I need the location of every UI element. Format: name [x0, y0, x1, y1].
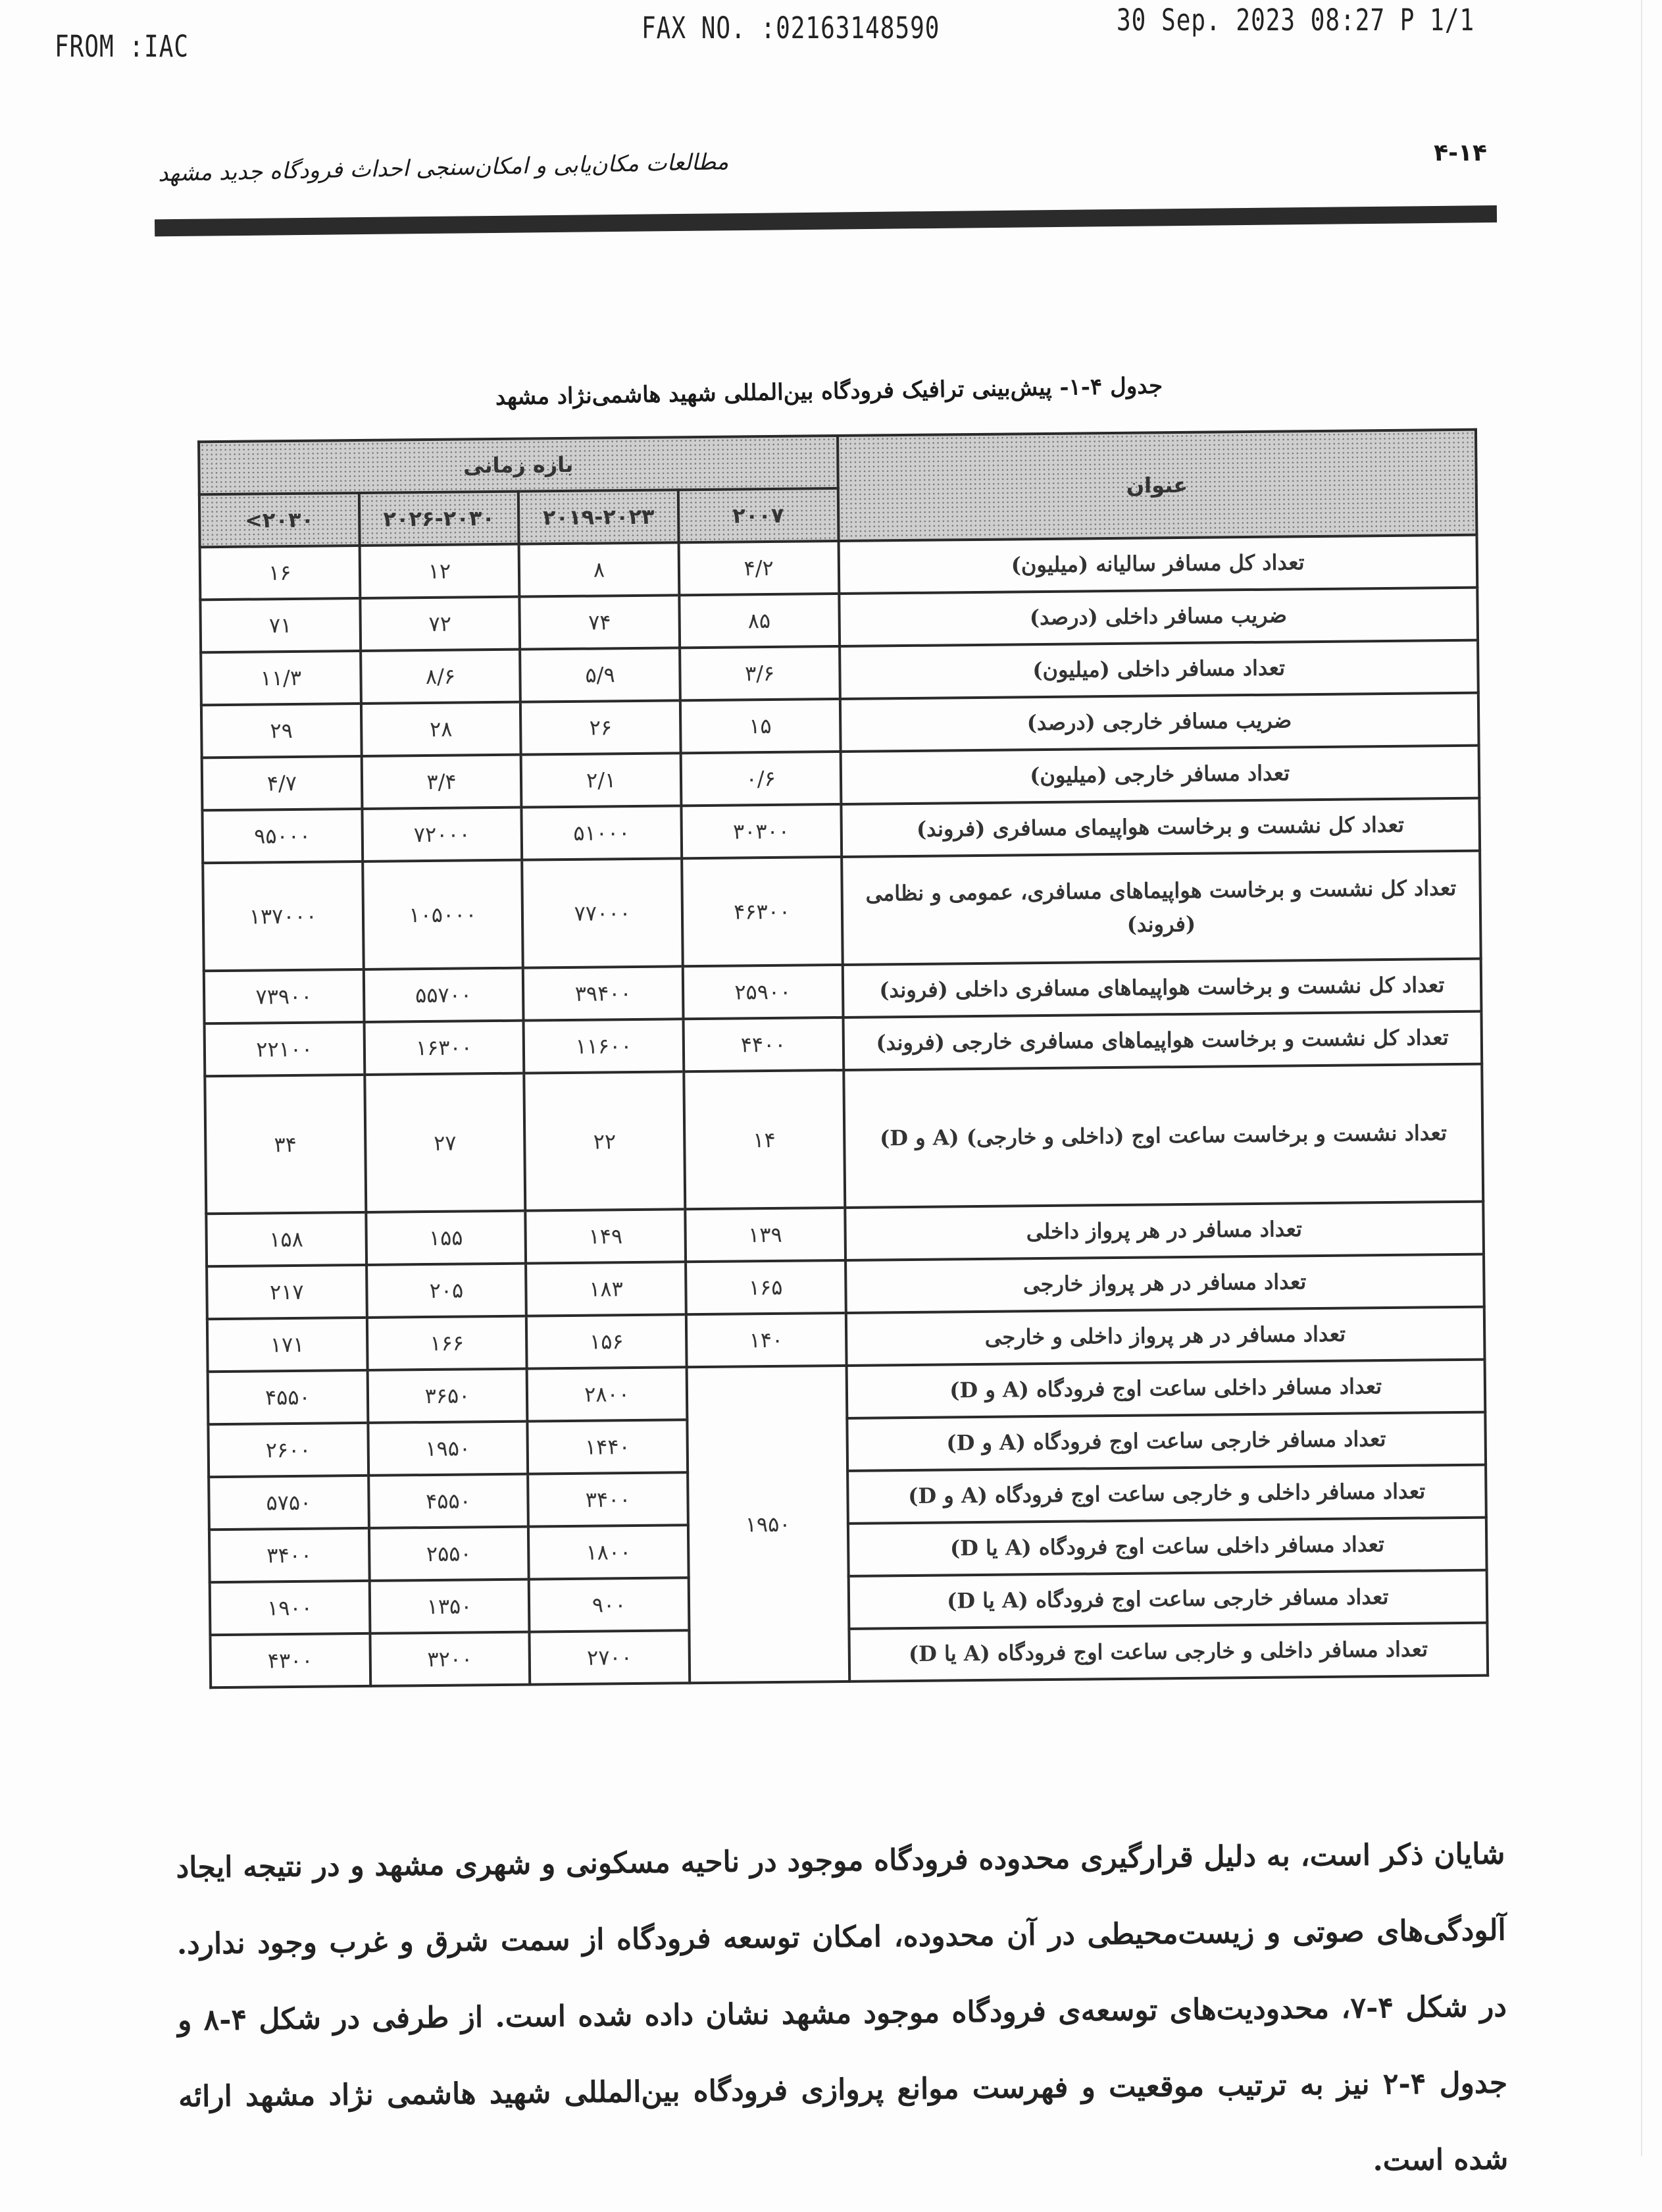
value-cell: ۱۰۵۰۰۰ — [363, 860, 523, 969]
fax-from: FROM :IAC — [55, 30, 189, 64]
value-cell: ۷۴ — [520, 595, 680, 649]
value-cell: ۱۹۰۰ — [210, 1581, 370, 1635]
row-label: ضریب مسافر داخلی (درصد) — [839, 588, 1478, 646]
header-rule — [155, 205, 1497, 236]
value-cell: ۸۵ — [679, 594, 839, 648]
value-cell: ۱۴۴۰ — [528, 1420, 688, 1474]
value-cell: ۴۵۵۰ — [208, 1370, 368, 1424]
column-header: ۲۰۰۷ — [678, 488, 838, 542]
value-cell: ۱۸۰۰ — [528, 1525, 688, 1579]
row-label: تعداد مسافر خارجی ساعت اوج فرودگاه (A یا D) — [848, 1570, 1487, 1629]
value-cell: ۲۰۵ — [366, 1264, 526, 1318]
table-caption: جدول ۴-۱- پیش‌بینی ترافیک فرودگاه بین‌المللی شهید هاشمی‌نژاد مشهد — [495, 373, 1163, 411]
column-header: ۲۰۱۹-۲۰۲۳ — [518, 490, 678, 544]
value-cell: ۷۷۰۰۰ — [522, 858, 682, 967]
row-label: تعداد مسافر در هر پرواز داخلی و خارجی — [845, 1307, 1484, 1366]
value-cell: ۱۷۱ — [207, 1318, 367, 1372]
value-cell: ۹۵۰۰۰ — [202, 809, 362, 863]
row-label: تعداد مسافر خارجی (میلیون) — [840, 746, 1479, 804]
table-row — [205, 1064, 1483, 1214]
value-cell: ۲۵۵۰ — [369, 1527, 529, 1581]
value-cell: ۳۰۳۰۰ — [681, 804, 841, 858]
value-cell: ۳/۶ — [680, 646, 840, 700]
value-cell: ۱۸۳ — [526, 1262, 686, 1316]
value-cell: ۲۷۰۰ — [530, 1630, 690, 1684]
value-cell: ۱۶۶ — [367, 1316, 527, 1370]
value-cell: ۱۶۳۰۰ — [364, 1021, 524, 1075]
row-label: تعداد مسافر داخلی (میلیون) — [840, 640, 1478, 699]
value-cell: ۲۱۷ — [207, 1265, 366, 1319]
traffic-forecast-table — [197, 428, 1489, 1689]
row-label: ضریب مسافر خارجی (درصد) — [840, 693, 1478, 752]
value-cell: ۲/۱ — [521, 753, 681, 807]
value-cell: ۳۴۰۰ — [528, 1472, 688, 1526]
fax-number: FAX NO. :02163148590 — [642, 12, 940, 46]
value-cell: ۳۲۰۰ — [370, 1632, 530, 1686]
title-header: عنوان — [838, 430, 1477, 541]
value-cell: ۲۲۱۰۰ — [205, 1022, 365, 1076]
value-cell: ۵۵۷۰۰ — [363, 968, 523, 1022]
body-paragraph: شایان ذکر است، به دلیل قرارگیری محدوده فرودگاه موجود در ناحیه مسکونی و شهری مشهد و در نتیجه ایجاد آلودگی‌های صوتی و زیست‌محیطی در آن محدوده، امکان توسعه فرودگاه از سمت شرق و غرب وجود ندارد. در شکل ۴-۷، محدودیت‌های توسعه‌ی فرودگاه موجود مشهد نشان داده شده است. از طرفی در شکل ۴-۸ و جدول ۴-۲ نیز به ترتیب موقعیت و فهرست موانع پروازی فرودگاه بین‌المللی شهید هاشمی نژاد مشهد ارائه شده است. — [176, 1837, 1509, 2178]
value-cell: ۸ — [519, 542, 679, 596]
value-cell: ۱۳۹ — [685, 1208, 845, 1262]
value-cell: ۲۶۰۰ — [208, 1423, 368, 1477]
value-cell: ۲۹ — [201, 704, 361, 758]
fax-date: 30 Sep. 2023 08:27 P 1/1 — [1117, 4, 1475, 38]
value-cell: ۰/۶ — [681, 752, 841, 806]
value-cell: ۹۰۰ — [529, 1578, 689, 1632]
row-label: تعداد کل نشست و برخاست هواپیماهای مسافری خارجی (فروند) — [843, 1012, 1482, 1070]
value-cell: ۱۱۶۰۰ — [524, 1019, 684, 1073]
column-header: ۲۰۳۰> — [199, 493, 359, 547]
value-cell: ۲۲ — [524, 1071, 686, 1210]
value-cell: ۱۳۵۰ — [369, 1580, 529, 1633]
value-cell: ۳۴۰۰ — [209, 1528, 369, 1582]
value-cell: ۲۷ — [365, 1073, 526, 1212]
value-cell: ۱۵۸ — [206, 1212, 366, 1266]
value-cell: ۷۱ — [200, 598, 360, 652]
row-label: تعداد مسافر داخلی و خارجی ساعت اوج فرودگاه (A یا D) — [849, 1623, 1488, 1682]
value-cell: ۷۲۰۰۰ — [362, 808, 522, 862]
value-cell: ۴۴۰۰ — [683, 1017, 843, 1071]
value-cell: ۵/۹ — [520, 648, 680, 702]
value-cell: ۲۸ — [361, 702, 521, 756]
merged-cell-2007: ۱۹۵۰ — [687, 1366, 849, 1683]
value-cell: ۳/۴ — [361, 755, 521, 809]
value-cell: ۳۴ — [205, 1075, 366, 1214]
value-cell: ۴۶۳۰۰ — [682, 857, 842, 966]
row-label: تعداد کل نشست و برخاست هواپیماهای مسافری، عمومی و نظامی (فروند) — [842, 851, 1481, 965]
period-header: بازه زمانی — [199, 436, 838, 494]
value-cell: ۱۵۵ — [366, 1211, 526, 1265]
row-label: تعداد مسافر داخلی ساعت اوج فرودگاه (A یا D) — [847, 1518, 1486, 1576]
value-cell: ۳۹۴۰۰ — [523, 966, 683, 1020]
row-label: تعداد مسافر داخلی و خارجی ساعت اوج فرودگاه (A و D) — [847, 1465, 1486, 1524]
row-label: تعداد نشست و برخاست ساعت اوج (داخلی و خارجی) (A و D) — [844, 1064, 1483, 1208]
value-cell: ۱۶۵ — [686, 1260, 845, 1314]
value-cell: ۲۸۰۰ — [527, 1367, 687, 1421]
value-cell: ۴/۷ — [202, 756, 362, 810]
value-cell: ۱۵۶ — [526, 1314, 686, 1368]
value-cell: ۱۵ — [680, 699, 840, 753]
row-label: تعداد کل نشست و برخاست هواپیماهای مسافری داخلی (فروند) — [842, 959, 1481, 1017]
value-cell: ۱۴۰ — [686, 1313, 846, 1367]
column-header: ۲۰۲۶-۲۰۳۰ — [359, 492, 519, 546]
value-cell: ۳۶۵۰ — [367, 1369, 527, 1423]
running-head: مطالعات مکان‌یابی و امکان‌سنجی احداث فرودگاه جدید مشهد — [157, 148, 729, 188]
row-label: تعداد مسافر در هر پرواز داخلی — [845, 1202, 1484, 1260]
page-number: ۴-۱۴ — [1434, 140, 1487, 167]
value-cell: ۱۱/۳ — [201, 651, 361, 705]
value-cell: ۴۳۰۰ — [210, 1633, 370, 1687]
row-label: تعداد مسافر در هر پرواز خارجی — [845, 1254, 1484, 1313]
value-cell: ۲۵۹۰۰ — [683, 965, 843, 1019]
value-cell: ۱۶ — [200, 546, 360, 600]
value-cell: ۷۲ — [360, 597, 520, 651]
value-cell: ۱۲ — [359, 544, 519, 598]
value-cell: ۴۵۵۰ — [368, 1474, 528, 1528]
value-cell: ۸/۶ — [361, 650, 520, 704]
row-label: تعداد کل نشست و برخاست هواپیمای مسافری (فروند) — [841, 798, 1480, 857]
value-cell: ۱۹۵۰ — [368, 1422, 528, 1476]
value-cell: ۵۷۵۰ — [209, 1476, 368, 1530]
value-cell: ۱۴ — [684, 1070, 845, 1209]
value-cell: ۱۳۷۰۰۰ — [203, 862, 363, 971]
page-edge — [1641, 0, 1642, 2156]
value-cell: ۷۳۹۰۰ — [204, 969, 364, 1023]
row-label: تعداد مسافر خارجی ساعت اوج فرودگاه (A و D) — [847, 1412, 1486, 1471]
value-cell: ۲۶ — [520, 700, 680, 754]
value-cell: ۵۱۰۰۰ — [522, 806, 682, 860]
row-label: تعداد مسافر داخلی ساعت اوج فرودگاه (A و D) — [846, 1360, 1485, 1418]
row-label: تعداد کل مسافر سالیانه (میلیون) — [838, 535, 1477, 594]
value-cell: ۴/۲ — [678, 541, 838, 595]
table-row — [203, 851, 1480, 971]
value-cell: ۱۴۹ — [526, 1209, 686, 1263]
